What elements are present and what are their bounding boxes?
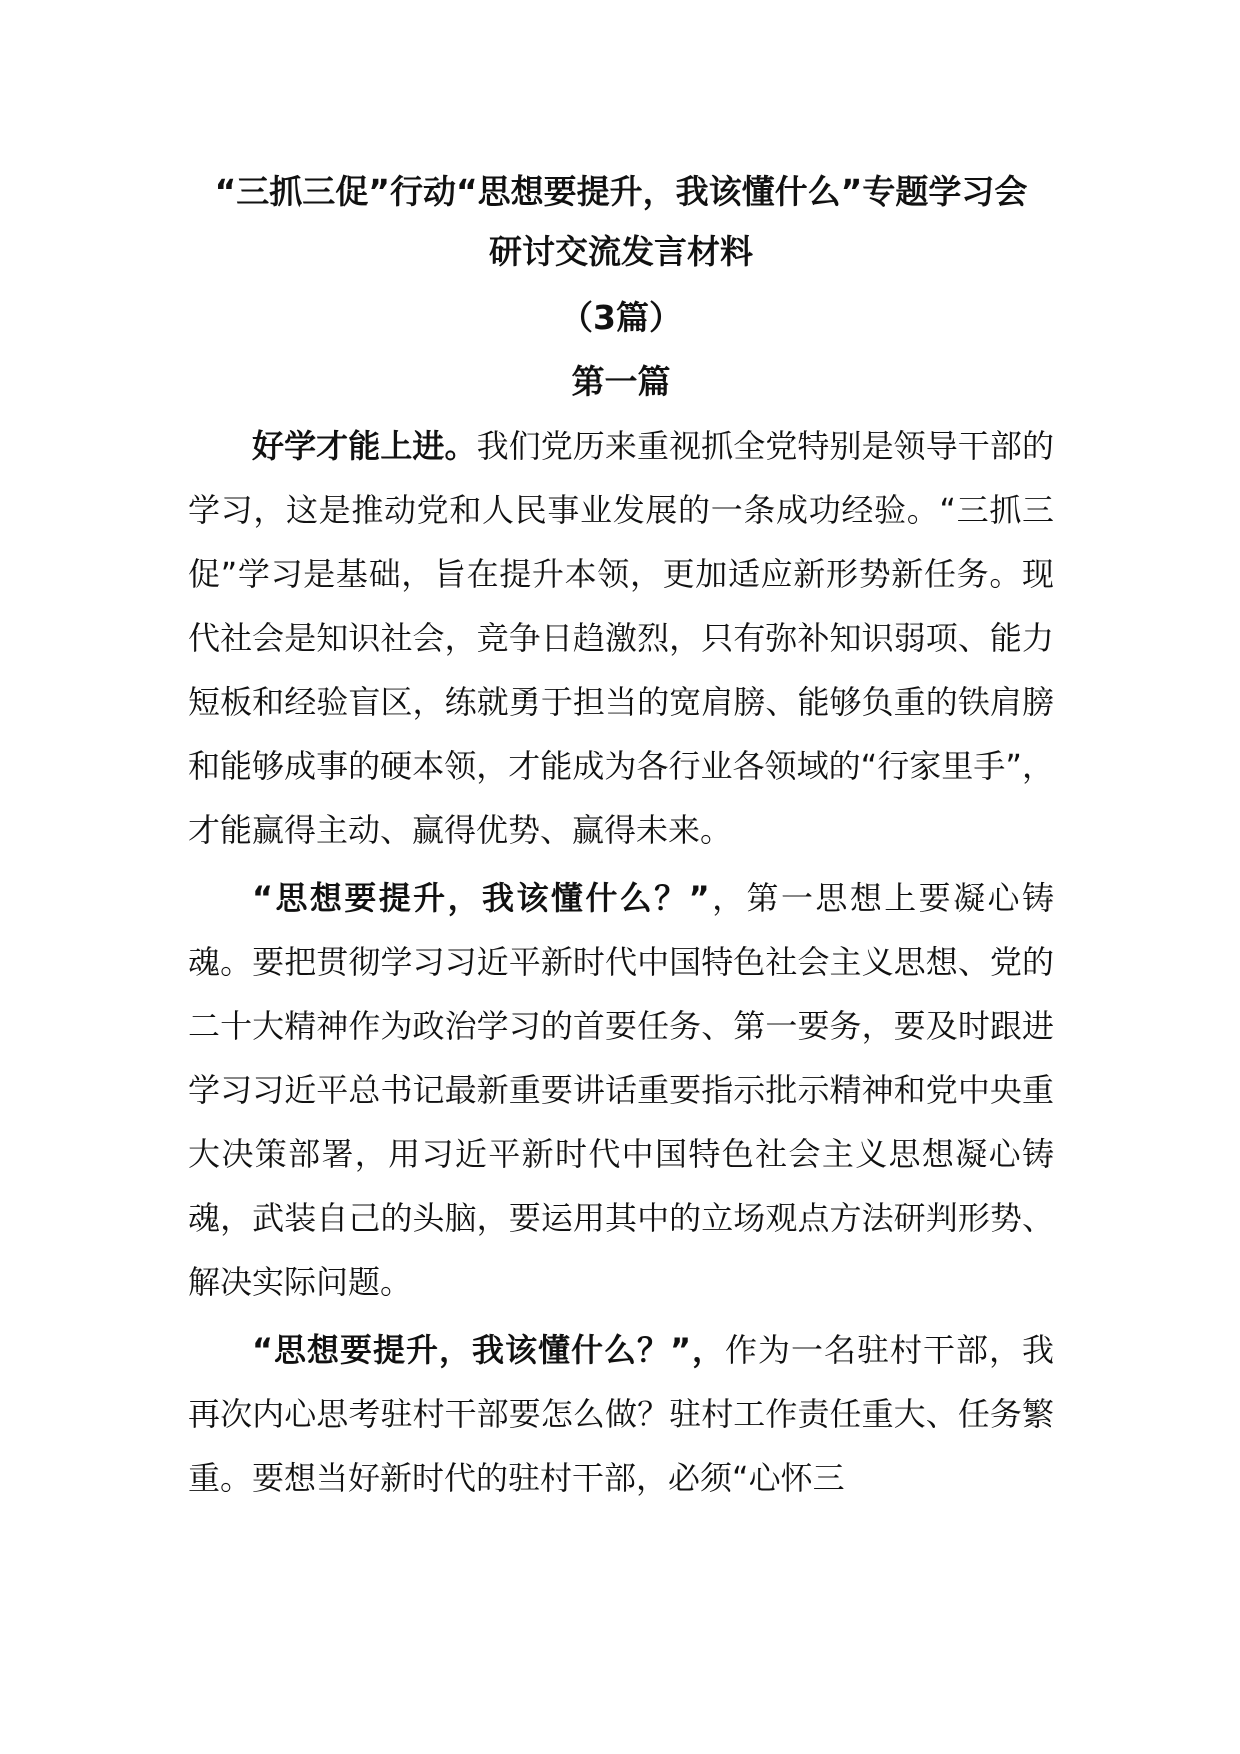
document-count: （3篇） xyxy=(560,298,682,337)
document-title-line-2: 研讨交流发言材料 xyxy=(489,232,753,271)
paragraph-3-body: 作为一名驻村干部，我再次内心思考驻村干部要怎么做？驻村工作责任重大、任务繁重。要想当好新时代的驻村干部，必须“心怀三 xyxy=(188,1331,1054,1497)
document-title-line-1: “三抓三促”行动“思想要提升，我该懂什么”专题学习会 xyxy=(214,172,1028,211)
paragraph-2 xyxy=(188,866,1054,1314)
section-heading: 第一篇 xyxy=(571,362,671,401)
paragraph-2-lead: “思想要提升，我该懂什么？” xyxy=(252,879,710,917)
paragraph-1-lead: 好学才能上进。 xyxy=(252,427,477,465)
paragraph-3-lead: “思想要提升，我该懂什么？”， xyxy=(252,1331,726,1369)
paragraph-2-body: ，第一思想上要凝心铸魂。要把贯彻学习习近平新时代中国特色社会主义思想、党的二十大精神作为政治学习的首要任务、第一要务，要及时跟进学习习近平总书记最新重要讲话重要指示批示精神和党中央重大决策部署，用习近平新时代中国特色社会主义思想凝心铸魂，武装自己的头脑，要运用其中的立场观点方法研判形势、解决实际问题。 xyxy=(188,879,1054,1301)
paragraph-1-body: 我们党历来重视抓全党特别是领导干部的学习，这是推动党和人民事业发展的一条成功经验。“三抓三促”学习是基础，旨在提升本领，更加适应新形势新任务。现代社会是知识社会，竞争日趋激烈，只有弥补知识弱项、能力短板和经验盲区，练就勇于担当的宽肩膀、能够负重的铁肩膀和能够成事的硬本领，才能成为各行业各领域的“行家里手”，才能赢得主动、赢得优势、赢得未来。 xyxy=(188,427,1054,849)
document-page xyxy=(188,162,1054,1510)
paragraph-3 xyxy=(188,1318,1054,1510)
paragraph-1 xyxy=(188,414,1054,862)
